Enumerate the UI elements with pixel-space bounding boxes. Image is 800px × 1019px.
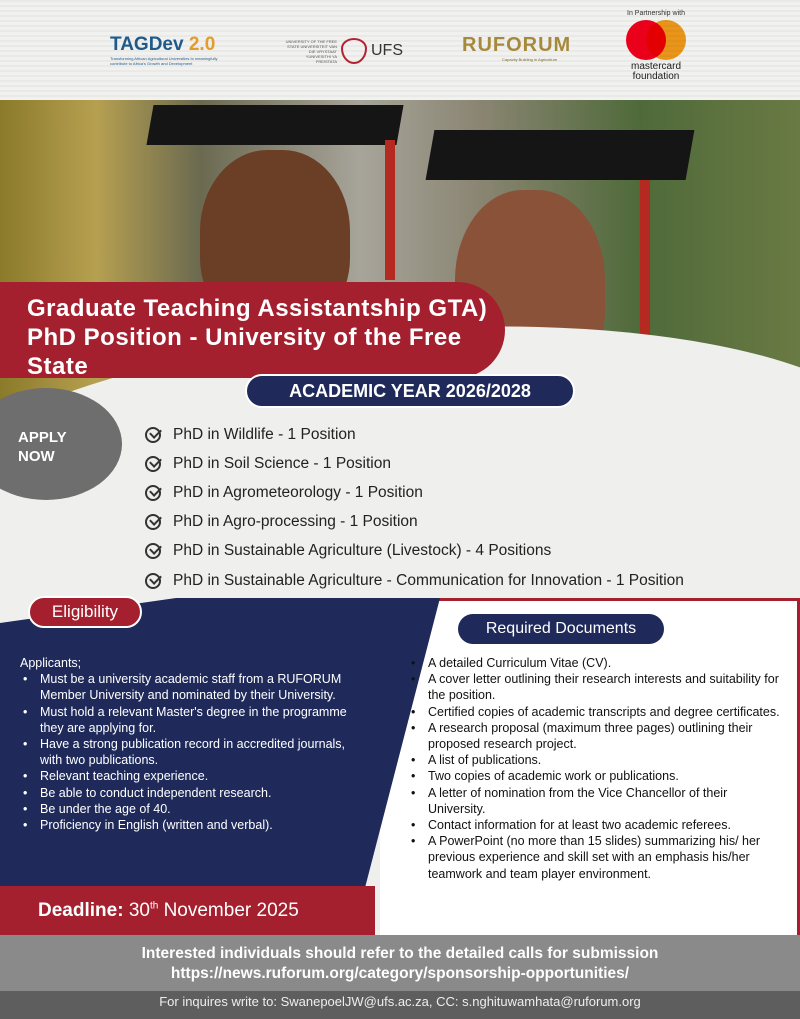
position-item: PhD in Soil Science - 1 Position [145, 449, 684, 478]
document-item: • A research proposal (maximum three pages) outlining their proposed research project. [408, 720, 788, 752]
academic-year-badge: ACADEMIC YEAR 2026/2028 [245, 374, 575, 408]
document-item: • A detailed Curriculum Vitae (CV). [408, 655, 788, 671]
position-item: PhD in Wildlife - 1 Position [145, 420, 684, 449]
eligibility-item: • Must be a university academic staff from a RUFORUM Member University and nominated by their University. [20, 671, 360, 703]
eligibility-item: • Be able to conduct independent research. [20, 785, 360, 801]
eligibility-item: • Have a strong publication record in accredited journals, with two publications. [20, 736, 360, 768]
submission-info: Interested individuals should refer to the detailed calls for submission https://news.ruforum.org/category/sponsorship-opportunities/ [0, 935, 800, 991]
page-title: Graduate Teaching Assistantship GTA) PhD Position - University of the Free State [0, 282, 505, 378]
document-item: • A PowerPoint (no more than 15 slides) summarizing his/ her previous experience and skill set with an emphasis his/her teamwork and team player environment. [408, 833, 788, 882]
check-icon [145, 427, 161, 443]
position-item: PhD in Agrometeorology - 1 Position [145, 478, 684, 507]
document-item: • Contact information for at least two academic referees. [408, 817, 788, 833]
document-item: • A cover letter outlining their research interests and suitability for the position. [408, 671, 788, 703]
ufs-shield-icon [341, 38, 367, 64]
apply-now-button[interactable]: APPLY NOW [0, 388, 122, 500]
eligibility-item: • Relevant teaching experience. [20, 768, 360, 784]
deadline-banner: Deadline: 30th November 2025 [0, 886, 375, 935]
eligibility-list: Applicants; • Must be a university academic staff from a RUFORUM Member University and nominated by their University. • Must hold a relevant Master's degree in the programme they are applying for. • Have a strong publication record in accredited journals, with two publications. • Relevant teaching experience. • Be able to conduct independent research. • Be under the age of 40. • Proficiency in English (written and verbal). [20, 655, 360, 833]
positions-list [145, 420, 684, 595]
document-item: • A list of publications. [408, 752, 788, 768]
required-documents-heading: Required Documents [458, 614, 664, 644]
document-item: • Two copies of academic work or publications. [408, 768, 788, 784]
position-item: PhD in Sustainable Agriculture - Communication for Innovation - 1 Position [145, 566, 684, 595]
mastercard-circles-icon [620, 20, 692, 62]
eligibility-item: • Must hold a relevant Master's degree in the programme they are applying for. [20, 704, 360, 736]
check-icon [145, 543, 161, 559]
ruforum-logo: RUFORUM Capacity Building in Agriculture [462, 34, 572, 62]
tagdev-logo: TAGDev 2.0 Transforming African Agricultural Universities to meaningfully contribute to Africa's Growth and Development [110, 34, 218, 66]
submission-link[interactable]: https://news.ruforum.org/category/sponsorship-opportunities/ [170, 965, 630, 982]
required-documents-list [408, 655, 788, 882]
position-item: PhD in Agro-processing - 1 Position [145, 508, 684, 537]
document-item: • A letter of nomination from the Vice Chancellor of their University. [408, 785, 788, 817]
position-item: PhD in Sustainable Agriculture (Livestock) - 4 Positions [145, 537, 684, 566]
mastercard-foundation-logo: In Partnership with mastercard foundation [620, 10, 692, 82]
eligibility-item: • Be under the age of 40. [20, 801, 360, 817]
check-icon [145, 456, 161, 472]
check-icon [145, 514, 161, 530]
eligibility-heading: Eligibility [28, 596, 142, 628]
contact-info: For inquires write to: SwanepoelJW@ufs.ac.za, CC: s.nghituwamhata@ruforum.org [0, 991, 800, 1019]
eligibility-item: • Proficiency in English (written and verbal). [20, 817, 360, 833]
ufs-logo: UNIVERSITY OF THE FREE STATE UNIVERSITEIT VAN DIE VRYSTAAT YUNIVESITHI YA FREISTATA UFS [285, 38, 403, 64]
check-icon [145, 485, 161, 501]
document-item: • Certified copies of academic transcripts and degree certificates. [408, 704, 788, 720]
check-icon [145, 573, 161, 589]
logo-header [0, 0, 800, 100]
